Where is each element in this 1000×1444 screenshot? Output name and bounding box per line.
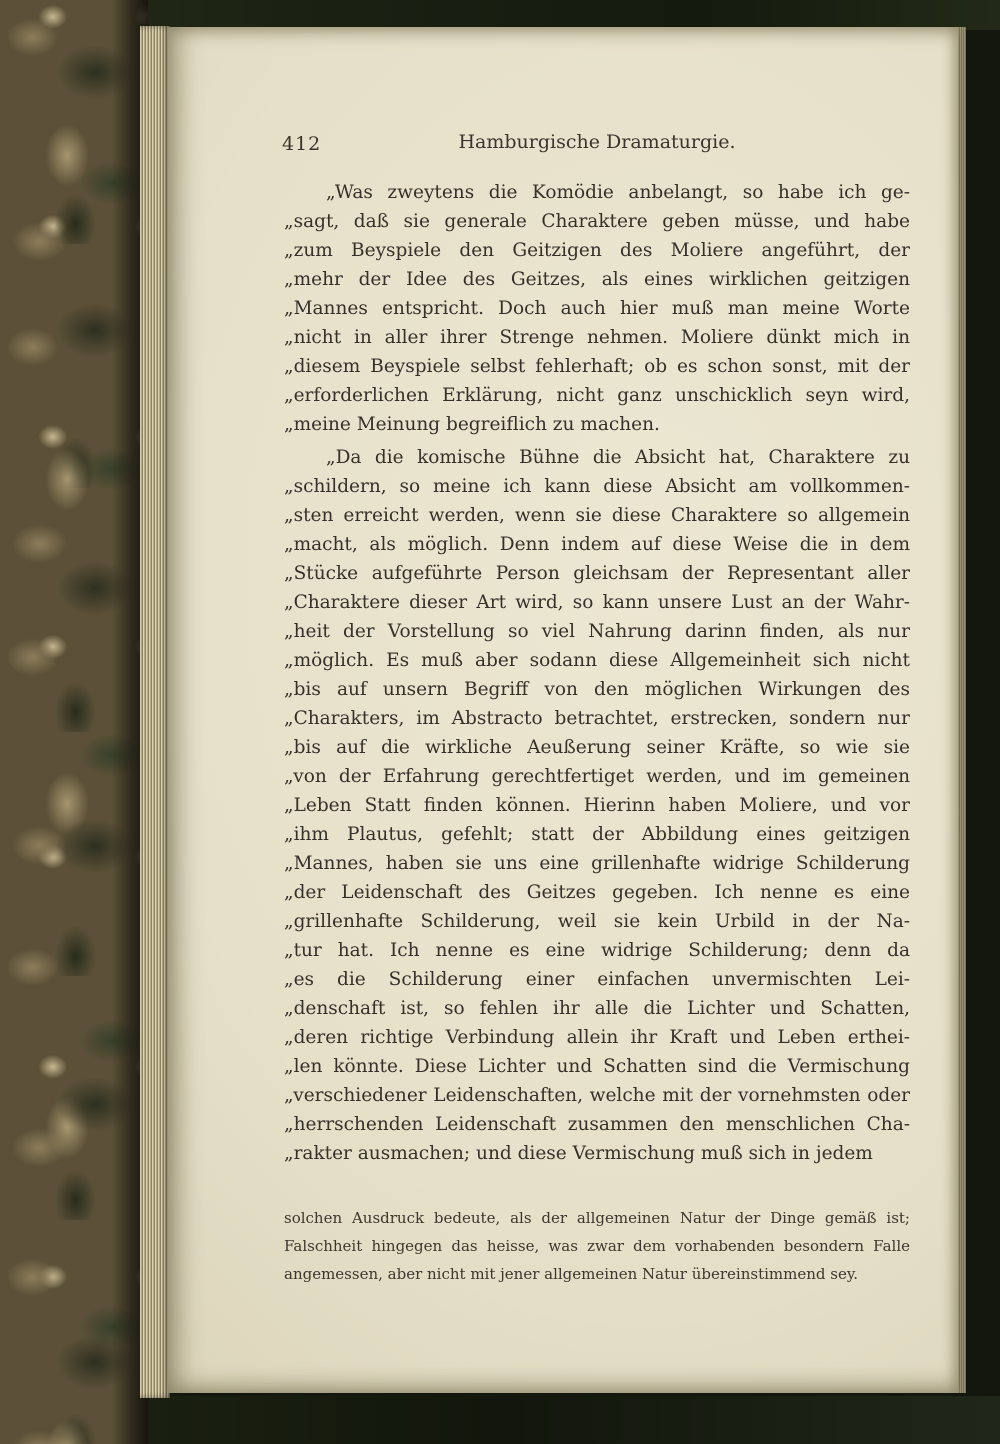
text-line: „der Leidenschaft des Geitzes gegeben. Ich nenne es eine (284, 882, 910, 903)
right-page-edge (958, 27, 966, 1393)
page-content (284, 131, 910, 1288)
footnote (284, 1204, 910, 1288)
text-line: „mehr der Idee des Geitzes, als eines wirklichen geitzigen (284, 269, 910, 290)
text-line: „Charaktere dieser Art wird, so kann unsere Lust an der Wahr- (284, 592, 910, 613)
text-line: „Mannes entspricht. Doch auch hier muß man meine Worte (284, 298, 910, 319)
text-line: „herrschenden Leidenschaft zusammen den menschlichen Cha- (284, 1114, 910, 1135)
text-line: „nicht in aller ihrer Strenge nehmen. Moliere dünkt mich in (284, 327, 910, 348)
page-header (284, 131, 910, 161)
text-line: „möglich. Es muß aber sodann diese Allgemeinheit sich nicht (284, 650, 910, 671)
text-line: „ihm Plautus, gefehlt; statt der Abbildung eines geitzigen (284, 824, 910, 845)
text-line: „denschaft ist, so fehlen ihr alle die Lichter und Schatten, (284, 998, 910, 1019)
text-line: „bis auf die wirkliche Aeußerung seiner Kräfte, so wie sie (284, 737, 910, 758)
text-line: „diesem Beyspiele selbst fehlerhaft; ob es schon sonst, mit der (284, 356, 910, 377)
text-line: „len könnte. Diese Lichter und Schatten sind die Vermischung (284, 1056, 910, 1077)
text-line: „sten erreicht werden, wenn sie diese Charaktere so allgemein (284, 505, 910, 526)
text-line: „bis auf unsern Begriff von den möglichen Wirkungen des (284, 679, 910, 700)
book-page (168, 27, 958, 1393)
text-line: „Mannes, haben sie uns eine grillenhafte widrige Schilderung (284, 853, 910, 874)
text-line: solchen Ausdruck bedeute, als der allgemeinen Natur der Dinge gemäß ist; (284, 1209, 910, 1227)
text-line: „Da die komische Bühne die Absicht hat, Charaktere zu (326, 447, 910, 468)
text-line: „grillenhafte Schilderung, weil sie kein Urbild in der Na- (284, 911, 910, 932)
text-line: „Charakters, im Abstracto betrachtet, erstrecken, sondern nur (284, 708, 910, 729)
text-line: „schildern, so meine ich kann diese Absicht am vollkommen- (284, 476, 910, 497)
text-line: „rakter ausmachen; und diese Vermischung muß sich in jedem (284, 1143, 873, 1164)
text-line: „Was zweytens die Komödie anbelangt, so habe ich ge- (326, 182, 910, 203)
text-line: „heit der Vorstellung so viel Nahrung darinn finden, als nur (284, 621, 910, 642)
paragraph-2 (284, 443, 910, 1168)
paragraph-1 (284, 178, 910, 439)
text-line: „meine Meinung begreiflich zu machen. (284, 414, 660, 435)
text-line: „es die Schilderung einer einfachen unvermischten Lei- (284, 969, 910, 990)
book-cover-cloth-bottom (0, 1396, 1000, 1444)
text-line: „von der Erfahrung gerechtfertiget werden, und im gemeinen (284, 766, 910, 787)
text-line: „deren richtige Verbindung allein ihr Kraft und Leben erthei- (284, 1027, 910, 1048)
text-line: „tur hat. Ich nenne es eine widrige Schilderung; denn da (284, 940, 910, 961)
text-line: angemessen, aber nicht mit jener allgemeinen Natur übereinstimmend sey. (284, 1265, 859, 1283)
text-line: „zum Beyspiele den Geitzigen des Moliere angeführt, der (284, 240, 910, 261)
text-line: „Leben Statt finden können. Hierinn haben Moliere, und vor (284, 795, 910, 816)
stacked-page-edges (140, 26, 170, 1398)
text-line: „Stücke aufgeführte Person gleichsam der Representant aller (284, 563, 910, 584)
page-number: 412 (282, 133, 322, 155)
text-line: „macht, als möglich. Denn indem auf diese Weise die in dem (284, 534, 910, 555)
text-line: „sagt, daß sie generale Charaktere geben müsse, und habe (284, 211, 910, 232)
text-line: „erforderlichen Erklärung, nicht ganz unschicklich seyn wird, (284, 385, 910, 406)
running-head: Hamburgische Dramaturgie. (458, 131, 736, 153)
text-line: „verschiedener Leidenschaften, welche mit der vornehmsten oder (284, 1085, 910, 1106)
text-line: Falschheit hingegen das heisse, was zwar dem vorhabenden besondern Falle (284, 1237, 910, 1255)
